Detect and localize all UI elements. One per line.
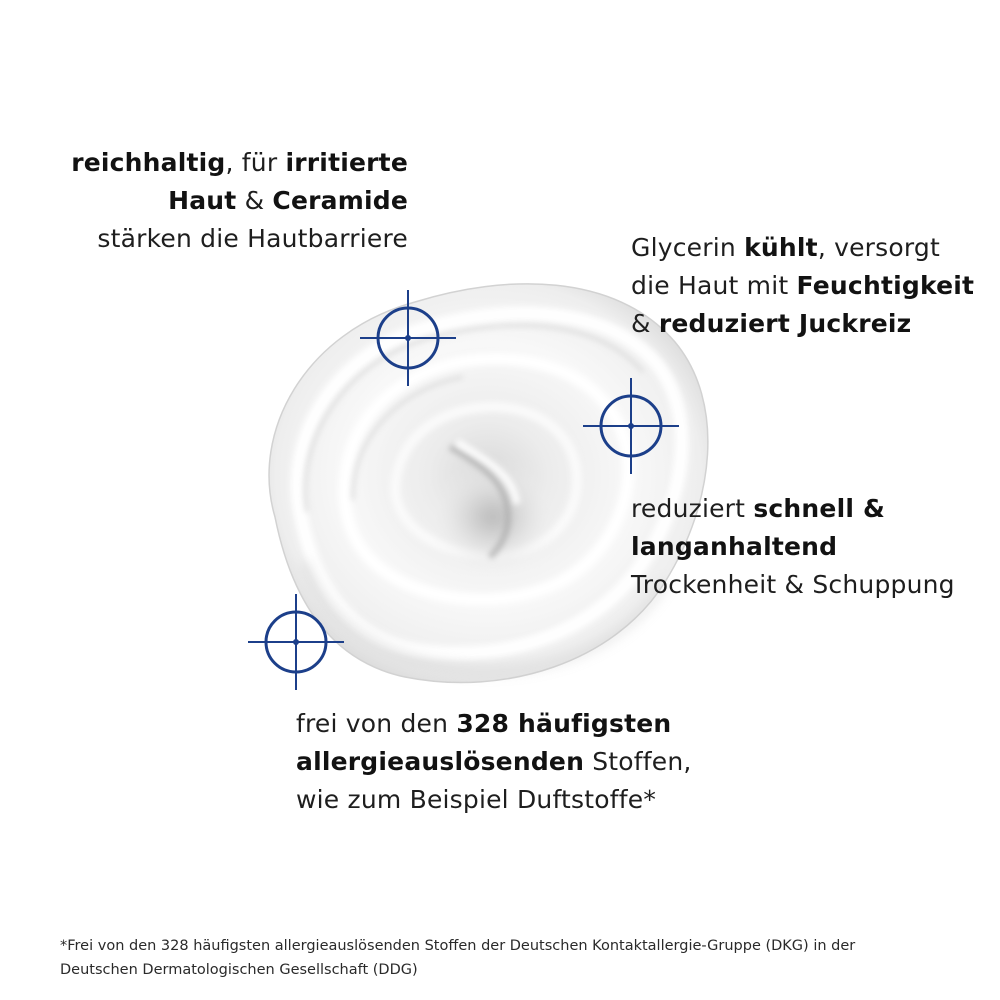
highlight-text: langanhaltend [631,532,838,561]
callout-allergen-line-1 [296,705,692,743]
body-text: reduziert [631,494,754,523]
footnote-line-2: Deutschen Dermatologischen Gesellschaft (DDG) [60,962,418,978]
callout-allergen [296,705,692,819]
body-text: , versorgt [817,233,940,262]
callout-dryness-line-2 [631,528,955,566]
highlight-text: reichhaltig [71,148,226,177]
footnote-line-1: *Frei von den 328 häufigsten allergieauslösenden Stoffen der Deutschen Kontaktallergie-Gruppe (DKG) in der [60,938,856,954]
body-text: Stoffen, [584,747,692,776]
callout-dryness [631,490,955,604]
callout-barrier-line-3: stärken die Hautbarriere [97,224,408,253]
callout-allergen-line-2 [296,743,692,781]
callout-barrier-line-2 [71,182,408,220]
highlight-text: kühlt [744,233,818,262]
callout-barrier [71,144,408,258]
callout-dryness-line-1 [631,490,955,528]
callout-dryness-line-3: Trockenheit & Schuppung [631,570,955,599]
body-text: & [631,309,659,338]
callout-glycerin-line-3 [631,305,974,343]
highlight-text: 328 häufigsten [456,709,672,738]
highlight-text: reduziert Juckreiz [658,309,912,338]
highlight-text: allergieauslösenden [296,747,585,776]
callout-barrier-line-1 [71,144,408,182]
highlight-text: schnell & [753,494,886,523]
body-text: frei von den [296,709,457,738]
body-text: , für [225,148,286,177]
callout-glycerin [631,229,974,343]
highlight-text: irritierte [285,148,408,177]
crosshair-icon [360,290,456,386]
callout-glycerin-line-2 [631,267,974,305]
crosshair-icon [248,594,344,690]
body-text: Glycerin [631,233,745,262]
callout-allergen-line-3: wie zum Beispiel Duftstoffe* [296,785,657,814]
callout-glycerin-line-1 [631,229,974,267]
highlight-text: Feuchtigkeit [796,271,975,300]
footnote [60,934,960,982]
body-text: die Haut mit [631,271,797,300]
highlight-text: Haut [168,186,237,215]
body-text: & [236,186,273,215]
crosshair-icon [583,378,679,474]
highlight-text: Ceramide [272,186,408,215]
